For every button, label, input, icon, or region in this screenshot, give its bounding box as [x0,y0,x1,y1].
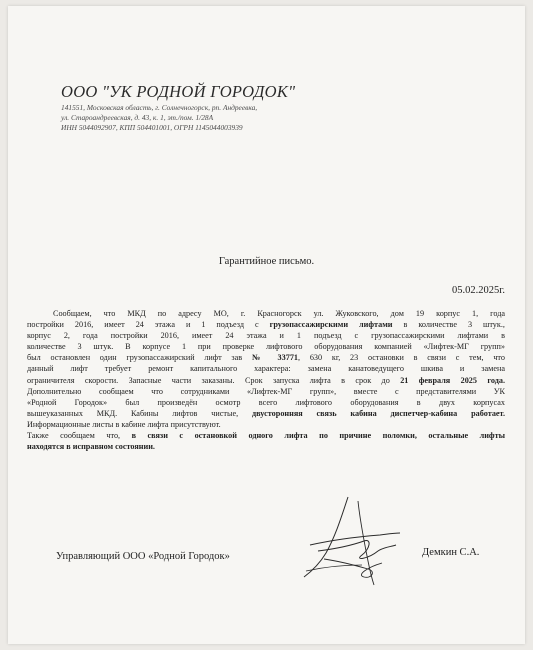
body-line: был остановлен один грузопассажирский лифт зав № 33771, 630 кг, 23 остановки в связи с тем, что [27,353,505,363]
company-requisites: ИНН 5044092907, КПП 504401001, ОГРН 1145044003939 [61,123,243,132]
body-line: «Родной Городок» был произведён осмотр всего лифтового оборудования в двух корпусах [27,397,505,407]
company-address-line-2: ул. Староандреевская, д. 43, к. 1, эт./пом. 1/28А [61,113,214,122]
signer-title: Управляющий ООО «Родной Городок» [56,551,230,562]
body-line: количестве 3 штук. В корпусе 1 при проверке лифтового оборудования компанией «Лифтек-МГ групп» [27,342,505,352]
body-line: Дополнительно сообщаем что сотрудниками «Лифтек-МГ групп», вместе с представителями УК [27,386,505,396]
body-line: ограничителя скорости. Запасные части заказаны. Срок запуска лифта в срок до 21 февраля 2025 года. [27,375,505,385]
body-line: Информационные листы в кабине лифта присутствуют. [27,419,221,429]
signature-image [298,491,408,591]
body-line: корпус 2, года постройки 2016, имеет 24 этажа и 1 подъезд с грузопассажирскими лифтами в [27,331,505,341]
letter-sheet [8,6,525,644]
company-name: ООО "УК РОДНОЙ ГОРОДОК" [61,82,296,101]
body-line: постройки 2016, имеет 24 этажа и 1 подъезд с грузопассажирскими лифтами в количестве 3 штук., [27,320,505,330]
body-line: находятся в исправном состоянии. [27,442,155,452]
body-line: Сообщаем, что МКД по адресу МО, г. Красногорск ул. Жуковского, дом 19 корпус 1, года [53,309,505,318]
body-line: Также сообщаем что, в связи с остановкой одного лифта по причине поломки, остальные лифты [27,431,505,441]
company-address-line-1: 141551, Московская область, г. Солнечногорск, рп. Андреевка, [61,103,258,112]
body-line: вышеуказанных МКД. Кабины лифтов чистые, двусторонняя связь кабина диспетчер-кабина работает. [27,408,505,418]
letter-body [27,308,505,452]
body-line: данный лифт требует ремонт капитального характера: замена канатоведущего шкива и замена [27,364,505,374]
signer-name: Демкин С.А. [422,547,480,558]
letter-date: 05.02.2025г. [452,285,505,296]
letter-title: Гарантийное письмо. [218,256,315,267]
